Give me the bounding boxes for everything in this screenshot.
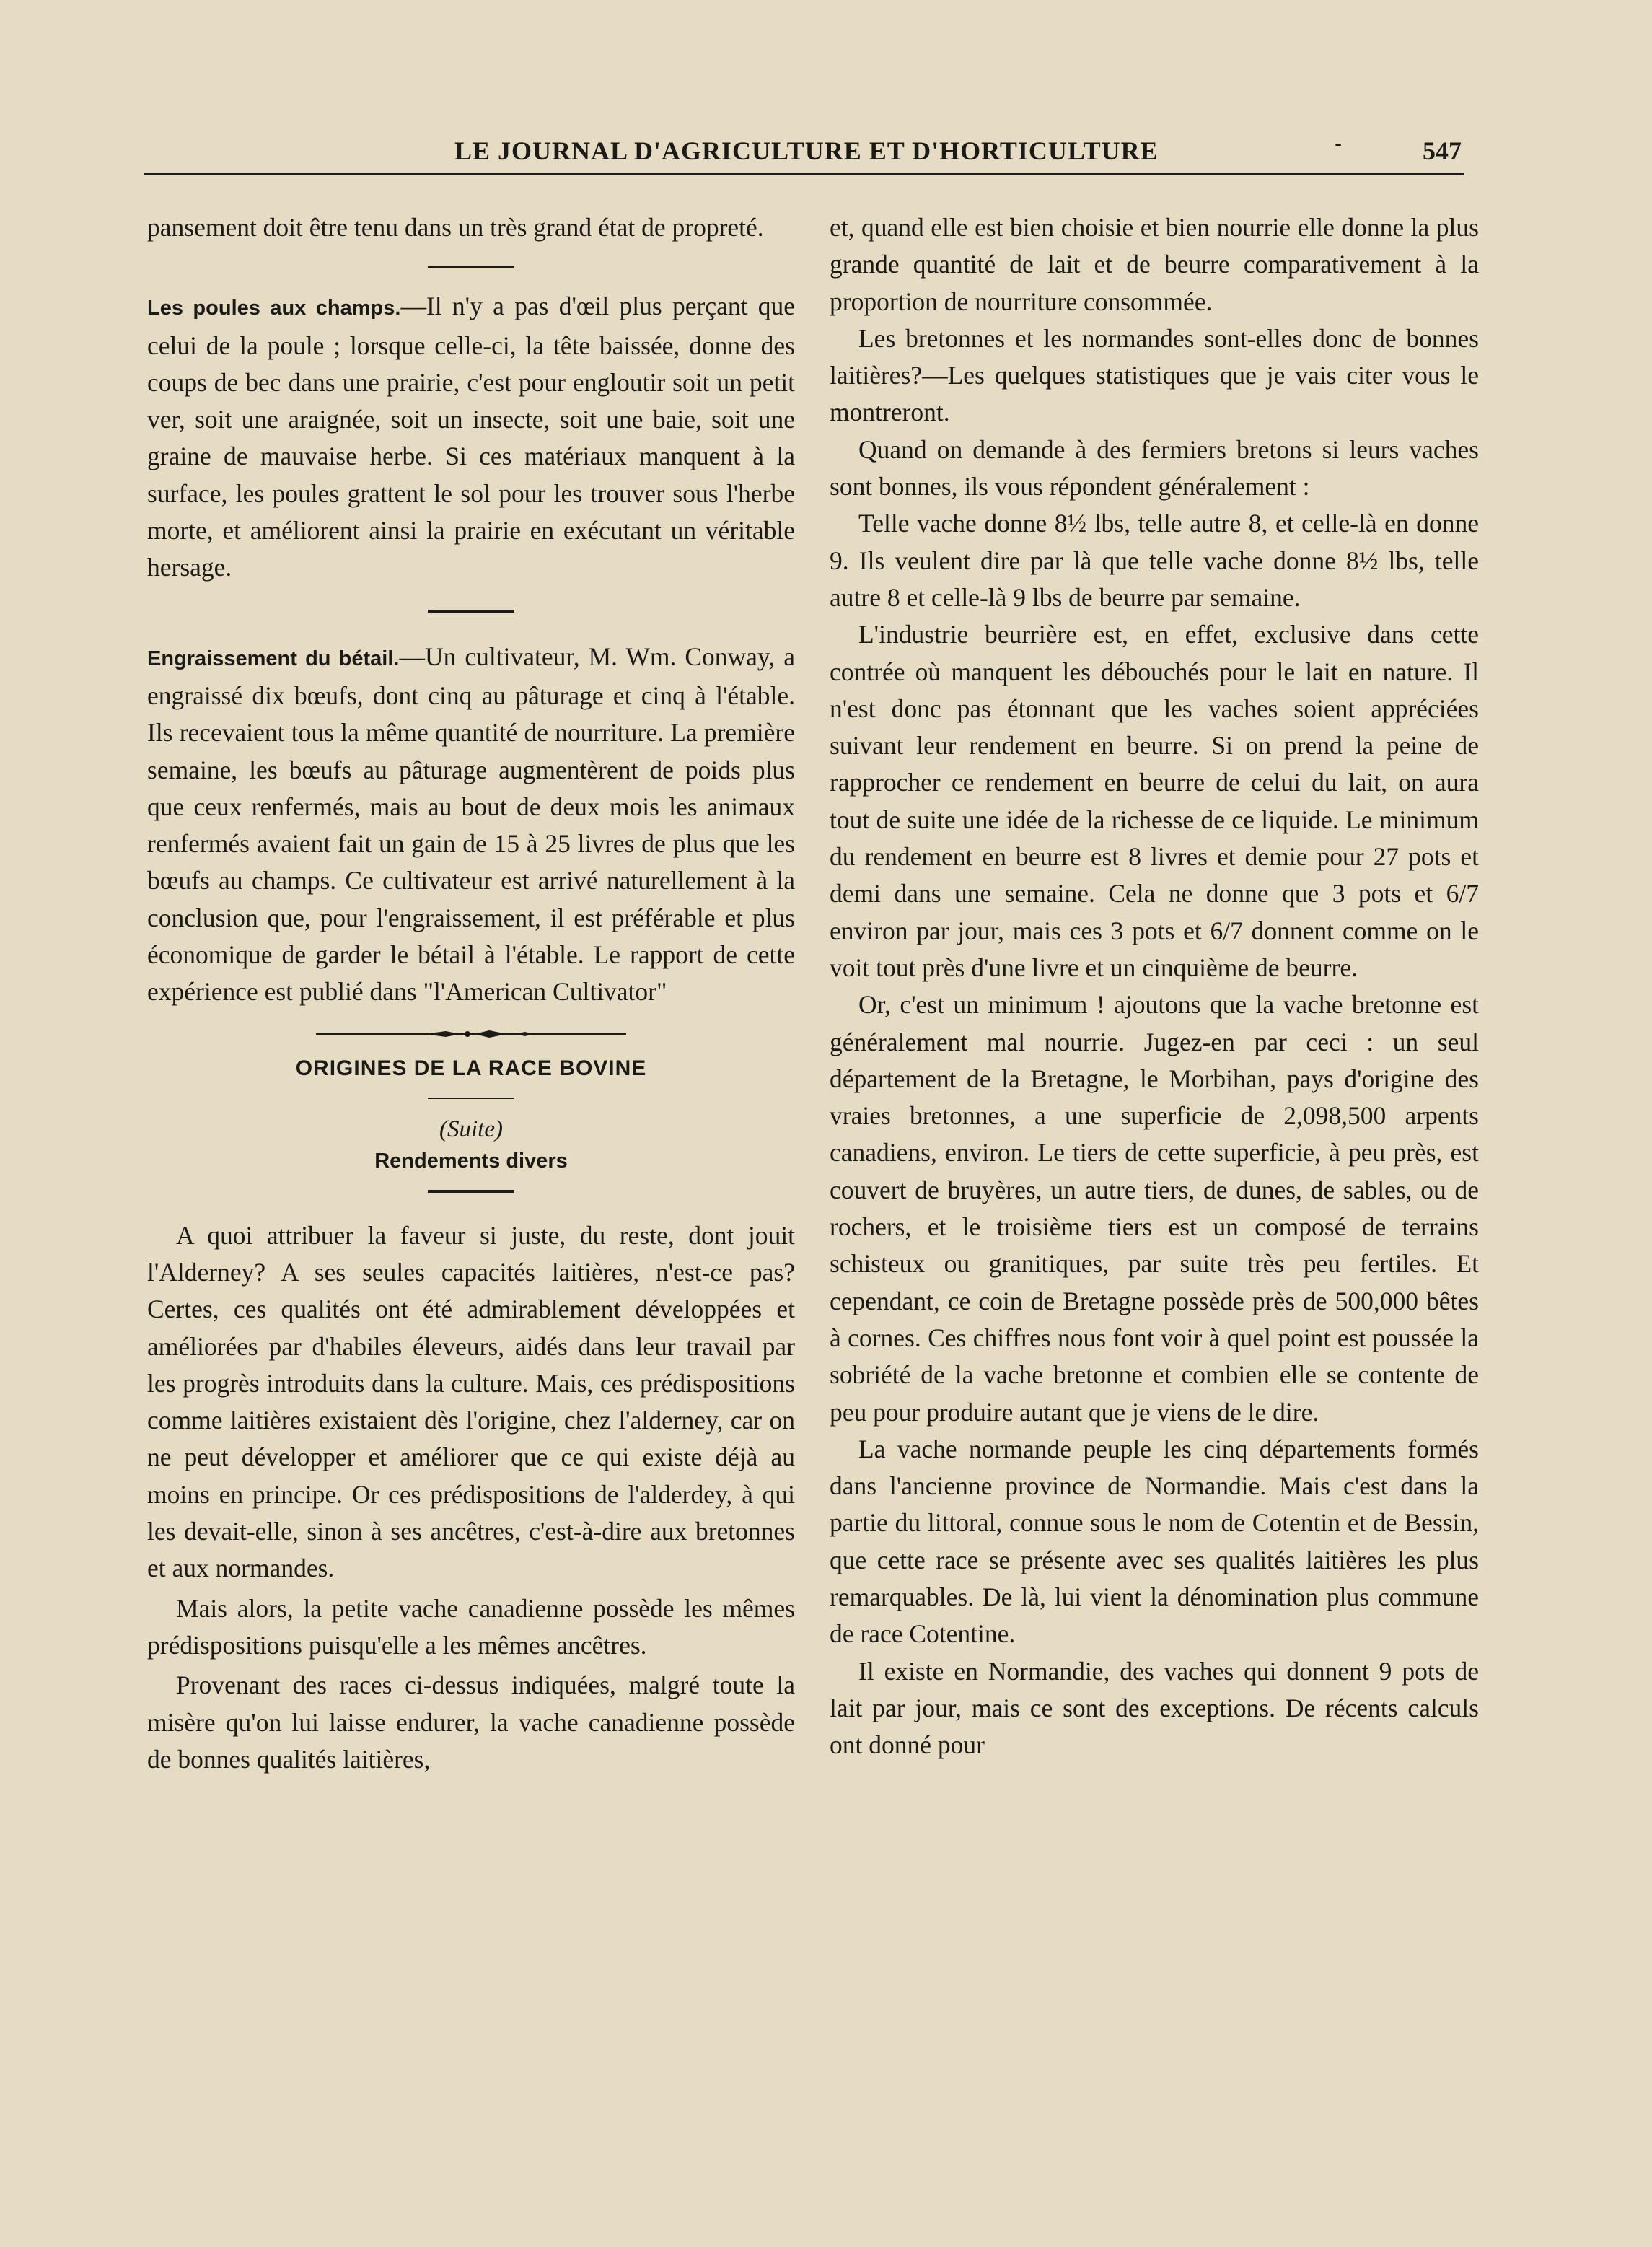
right-column [830, 209, 1479, 1764]
running-header [144, 131, 1464, 167]
heading-engraissement: Engraissement du bétail. [147, 647, 400, 670]
header-dash: - [1335, 131, 1343, 157]
separator-rule [428, 610, 514, 613]
paragraph-choisie: et, quand elle est bien choisie et bien nourrie elle donne la plus grande quantité de lait et de beurre comparativement à la proportion de nourriture consommée. [830, 213, 1479, 316]
paragraph-quand: Quand on demande à des fermiers bretons si leurs vaches sont bonnes, ils vous répondent généralement : [830, 434, 1479, 501]
paragraph-bretonnes: Les bretonnes et les normandes sont-elles donc de bonnes laitières?—Les quelques statistiques que je vais citer vous le montreront. [830, 323, 1479, 427]
paragraph-normande: La vache normande peuple les cinq départements formés dans l'ancienne province de Normandie. Mais c'est dans la partie du littoral, connue sous le nom de Cotentin et de Bessin, que cette race se présente avec ses qualités laitières les plus remarquables. De là, lui vient la dénomination plus commune de race Cotentine. [830, 1434, 1479, 1649]
page-number: 547 [1423, 136, 1462, 165]
ornament-divider [316, 1028, 626, 1040]
paragraph-pansement: pansement doit être tenu dans un très grand état de propreté. [147, 213, 764, 242]
paragraph-or: Or, c'est un minimum ! ajoutons que la vache bretonne est généralement mal nourrie. Jugez-en par ceci : un seul département de la Bretagne, le Morbihan, pays d'origine des vraies bretonnes, a une superficie de 2,098,500 arpents canadiens, environ. Le tiers de cette superficie, à peu près, est couvert de bruyères, un autre tiers, de dunes, de sables, ou de rochers, et le troisième tiers est un composé de terrains schisteux ou granitiques, par suite très peu fertiles. Et cependant, ce coin de Bretagne possède près de 500,000 bêtes à cornes. Ces chiffres nous font voir à quel point est poussée la sobriété de la vache bretonne et combien elle se contente de peu pour produire autant que je viens de le dire. [830, 990, 1479, 1427]
heading-poules: Les poules aux champs. [147, 297, 401, 320]
text-poules: —Il n'y a pas d'œil plus perçant que celui de la poule ; lorsque celle-ci, la tête baissée, donne des coups de bec dans une prairie, c'est pour engloutir soit un petit ver, soit une araignée, soit un insecte, soit une baie, soit une graine de mauvaise herbe. Si ces matériaux manquent à la surface, les poules grattent le sol pour les trouver sous l'herbe morte, et améliorent ainsi la prairie en exécutant un véritable hersage. [147, 292, 795, 582]
paragraph-quoi: A quoi attribuer la faveur si juste, du reste, dont jouit l'Alderney? A ses seules capacités laitières, n'est-ce pas? Certes, ces qualités ont été admirablement développées et améliorées par d'habiles éleveurs, aidés dans leur travail par les progrès introduits dans la culture. Mais, ces prédispositions comme laitières existaient dès l'origine, chez l'alderney, car on ne peut développer et améliorer que ce qui existe déjà au moins en principe. Or ces prédispositions de l'alderdey, à qui les devait-elle, sinon à ses ancêtres, c'est-à-dire aux bretonnes et aux normandes. [147, 1220, 795, 1583]
subtitle: Rendements divers [374, 1149, 568, 1173]
text-engraissement: —Un cultivateur, M. Wm. Conway, a engraissé dix bœufs, dont cinq au pâturage et cinq à l'étable. Ils recevaient tous la même quantité de nourriture. La première semaine, les bœufs au pâturage augmentèrent de poids plus que ceux renfermés, mais au bout de deux mois les animaux renfermés avaient fait un gain de 15 à 25 livres de plus que les bœufs au champs. Ce cultivateur est arrivé naturellement à la conclusion que, pour l'engraissement, il est préférable et plus économique de garder le bétail à l'étable. Le rapport de cette expérience est publié dans "l'American Cultivator" [147, 641, 795, 1007]
article-engraissement [147, 639, 795, 1011]
paragraph-telle: Telle vache donne 8½ lbs, telle autre 8, et celle-là en donne 9. Ils veulent dire par là que telle vache donne 8½ lbs, telle autre 8 et celle-là 9 lbs de beurre par semaine. [830, 509, 1479, 612]
suite-label: (Suite) [439, 1116, 503, 1142]
separator-rule [428, 1098, 514, 1099]
paragraph-alors: Mais alors, la petite vache canadienne possède les mêmes prédispositions puisqu'elle a les mêmes ancêtres. [147, 1593, 795, 1660]
separator-rule [428, 1190, 514, 1193]
paragraph-provenant: Provenant des races ci-dessus indiquées, malgré toute la misère qu'on lui laisse endurer, la vache canadienne possède de bonnes qualités laitières, [147, 1670, 795, 1774]
separator-rule [428, 266, 514, 268]
header-rule [144, 173, 1464, 175]
article-poules [147, 288, 795, 586]
paragraph-industrie: L'industrie beurrière est, en effet, exclusive dans cette contrée où manquent les débouchés pour le lait en nature. Il n'est donc pas étonnant que les vaches soient appréciées suivant leur rendement en beurre. Si on prend la peine de rapprocher ce rendement en beurre de celui du lait, on aura tout de suite une idée de la richesse de ce liquide. Le minimum du rendement en beurre est 8 livres et demie pour 27 pots et demi dans une semaine. Cela ne donne que 3 pots et 6/7 environ par jour, mais ces 3 pots et 6/7 donnent comme on le voit tout près d'une livre et un cinquième de beurre. [830, 620, 1479, 982]
paragraph-existe: Il existe en Normandie, des vaches qui donnent 9 pots de lait par jour, mais ce sont des exceptions. De récents calculs ont donné pour [830, 1656, 1479, 1760]
section-title: ORIGINES DE LA RACE BOVINE [295, 1056, 647, 1080]
journal-title: LE JOURNAL D'AGRICULTURE ET D'HORTICULTURE [454, 136, 1159, 165]
left-column [147, 209, 795, 1778]
